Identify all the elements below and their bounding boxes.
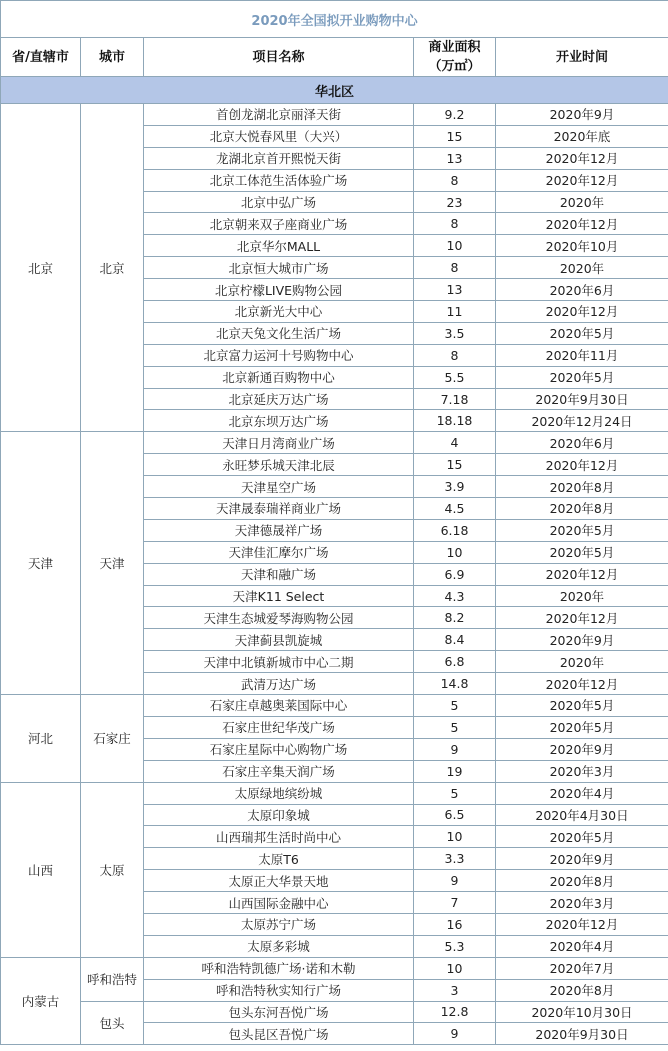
area-cell: 3 bbox=[414, 979, 496, 1001]
project-cell: 天津德晟祥广场 bbox=[144, 519, 414, 541]
area-cell: 4.3 bbox=[414, 585, 496, 607]
project-cell: 首创龙湖北京丽泽天街 bbox=[144, 104, 414, 126]
open-time-cell: 2020年5月 bbox=[496, 322, 668, 344]
area-cell: 10 bbox=[414, 826, 496, 848]
area-cell: 9 bbox=[414, 870, 496, 892]
area-cell: 13 bbox=[414, 147, 496, 169]
open-time-cell: 2020年9月 bbox=[496, 629, 668, 651]
area-cell: 11 bbox=[414, 301, 496, 323]
province-cell: 天津 bbox=[1, 432, 81, 695]
open-time-cell: 2020年9月 bbox=[496, 848, 668, 870]
region-label: 华北区 bbox=[1, 77, 668, 104]
header-city: 城市 bbox=[81, 38, 144, 77]
table-row bbox=[1, 782, 668, 804]
project-cell: 包头昆区吾悦广场 bbox=[144, 1023, 414, 1045]
province-cell: 山西 bbox=[1, 782, 81, 957]
open-time-cell: 2020年9月 bbox=[496, 104, 668, 126]
city-cell: 北京 bbox=[81, 104, 144, 432]
open-time-cell: 2020年4月 bbox=[496, 935, 668, 957]
city-cell: 呼和浩特 bbox=[81, 957, 144, 1001]
project-cell: 太原正大华景天地 bbox=[144, 870, 414, 892]
area-cell: 16 bbox=[414, 913, 496, 935]
area-cell: 3.3 bbox=[414, 848, 496, 870]
open-time-cell: 2020年12月 bbox=[496, 169, 668, 191]
area-cell: 9.2 bbox=[414, 104, 496, 126]
project-cell: 天津生态城爱琴海购物公园 bbox=[144, 607, 414, 629]
project-cell: 天津中北镇新城市中心二期 bbox=[144, 651, 414, 673]
project-cell: 北京中弘广场 bbox=[144, 191, 414, 213]
open-time-cell: 2020年12月24日 bbox=[496, 410, 668, 432]
open-time-cell: 2020年8月 bbox=[496, 476, 668, 498]
area-cell: 10 bbox=[414, 235, 496, 257]
project-cell: 呼和浩特秋实知行广场 bbox=[144, 979, 414, 1001]
open-time-cell: 2020年12月 bbox=[496, 147, 668, 169]
project-cell: 北京工体范生活体验广场 bbox=[144, 169, 414, 191]
city-cell: 包头 bbox=[81, 1001, 144, 1045]
open-time-cell: 2020年 bbox=[496, 585, 668, 607]
area-cell: 15 bbox=[414, 125, 496, 147]
project-cell: 北京东坝万达广场 bbox=[144, 410, 414, 432]
open-time-cell: 2020年5月 bbox=[496, 826, 668, 848]
area-cell: 6.5 bbox=[414, 804, 496, 826]
open-time-cell: 2020年8月 bbox=[496, 870, 668, 892]
area-cell: 10 bbox=[414, 957, 496, 979]
open-time-cell: 2020年9月30日 bbox=[496, 388, 668, 410]
table-row bbox=[1, 957, 668, 979]
project-cell: 天津佳汇摩尔广场 bbox=[144, 541, 414, 563]
project-cell: 北京大悦春风里（大兴） bbox=[144, 125, 414, 147]
city-cell: 天津 bbox=[81, 432, 144, 695]
open-time-cell: 2020年5月 bbox=[496, 541, 668, 563]
project-cell: 北京柠檬LIVE购物公园 bbox=[144, 279, 414, 301]
area-cell: 13 bbox=[414, 279, 496, 301]
open-time-cell: 2020年3月 bbox=[496, 760, 668, 782]
project-cell: 永旺梦乐城天津北辰 bbox=[144, 454, 414, 476]
open-time-cell: 2020年12月 bbox=[496, 563, 668, 585]
area-cell: 8 bbox=[414, 257, 496, 279]
open-time-cell: 2020年8月 bbox=[496, 979, 668, 1001]
area-cell: 7.18 bbox=[414, 388, 496, 410]
area-cell: 9 bbox=[414, 1023, 496, 1045]
city-cell: 石家庄 bbox=[81, 695, 144, 783]
project-cell: 包头东河吾悦广场 bbox=[144, 1001, 414, 1023]
header-area-line1: 商业面积 bbox=[428, 40, 481, 55]
open-time-cell: 2020年12月 bbox=[496, 213, 668, 235]
open-time-cell: 2020年12月 bbox=[496, 913, 668, 935]
project-cell: 天津K11 Select bbox=[144, 585, 414, 607]
project-cell: 龙湖北京首开熙悦天街 bbox=[144, 147, 414, 169]
project-cell: 石家庄星际中心购物广场 bbox=[144, 738, 414, 760]
open-time-cell: 2020年底 bbox=[496, 125, 668, 147]
open-time-cell: 2020年11月 bbox=[496, 344, 668, 366]
open-time-cell: 2020年12月 bbox=[496, 454, 668, 476]
project-cell: 太原T6 bbox=[144, 848, 414, 870]
area-cell: 4 bbox=[414, 432, 496, 454]
open-time-cell: 2020年5月 bbox=[496, 695, 668, 717]
project-cell: 北京富力运河十号购物中心 bbox=[144, 344, 414, 366]
area-cell: 14.8 bbox=[414, 673, 496, 695]
table-row bbox=[1, 432, 668, 454]
area-cell: 5.3 bbox=[414, 935, 496, 957]
area-cell: 6.18 bbox=[414, 519, 496, 541]
area-cell: 19 bbox=[414, 760, 496, 782]
open-time-cell: 2020年4月 bbox=[496, 782, 668, 804]
area-cell: 8.2 bbox=[414, 607, 496, 629]
area-cell: 5 bbox=[414, 716, 496, 738]
area-cell: 15 bbox=[414, 454, 496, 476]
table-row bbox=[1, 104, 668, 126]
project-cell: 太原苏宁广场 bbox=[144, 913, 414, 935]
area-cell: 5 bbox=[414, 782, 496, 804]
area-cell: 8 bbox=[414, 213, 496, 235]
area-cell: 7 bbox=[414, 892, 496, 914]
open-time-cell: 2020年8月 bbox=[496, 498, 668, 520]
open-time-cell: 2020年12月 bbox=[496, 673, 668, 695]
project-cell: 天津日月湾商业广场 bbox=[144, 432, 414, 454]
area-cell: 9 bbox=[414, 738, 496, 760]
area-cell: 3.5 bbox=[414, 322, 496, 344]
area-cell: 5.5 bbox=[414, 366, 496, 388]
area-cell: 3.9 bbox=[414, 476, 496, 498]
open-time-cell: 2020年6月 bbox=[496, 279, 668, 301]
project-cell: 天津星空广场 bbox=[144, 476, 414, 498]
open-time-cell: 2020年5月 bbox=[496, 716, 668, 738]
area-cell: 8.4 bbox=[414, 629, 496, 651]
open-time-cell: 2020年10月 bbox=[496, 235, 668, 257]
province-cell: 河北 bbox=[1, 695, 81, 783]
project-cell: 北京新光大中心 bbox=[144, 301, 414, 323]
project-cell: 太原多彩城 bbox=[144, 935, 414, 957]
area-cell: 5 bbox=[414, 695, 496, 717]
project-cell: 天津蓟县凯旋城 bbox=[144, 629, 414, 651]
project-cell: 呼和浩特凯德广场·诺和木勒 bbox=[144, 957, 414, 979]
table-row bbox=[1, 1001, 668, 1023]
project-cell: 北京延庆万达广场 bbox=[144, 388, 414, 410]
open-time-cell: 2020年7月 bbox=[496, 957, 668, 979]
project-cell: 石家庄辛集天润广场 bbox=[144, 760, 414, 782]
area-cell: 23 bbox=[414, 191, 496, 213]
open-time-cell: 2020年4月30日 bbox=[496, 804, 668, 826]
project-cell: 北京恒大城市广场 bbox=[144, 257, 414, 279]
area-cell: 6.9 bbox=[414, 563, 496, 585]
header-open-time: 开业时间 bbox=[496, 38, 668, 77]
project-cell: 天津晟泰瑞祥商业广场 bbox=[144, 498, 414, 520]
header-project: 项目名称 bbox=[144, 38, 414, 77]
open-time-cell: 2020年9月 bbox=[496, 738, 668, 760]
project-cell: 北京朝来双子座商业广场 bbox=[144, 213, 414, 235]
table-body bbox=[1, 104, 668, 1045]
open-time-cell: 2020年5月 bbox=[496, 519, 668, 541]
table-row bbox=[1, 695, 668, 717]
open-time-cell: 2020年 bbox=[496, 651, 668, 673]
open-time-cell: 2020年6月 bbox=[496, 432, 668, 454]
area-cell: 4.5 bbox=[414, 498, 496, 520]
project-cell: 北京天兔文化生活广场 bbox=[144, 322, 414, 344]
open-time-cell: 2020年 bbox=[496, 191, 668, 213]
area-cell: 10 bbox=[414, 541, 496, 563]
table-title: 2020年全国拟开业购物中心 bbox=[1, 1, 668, 38]
project-cell: 山西瑞邦生活时尚中心 bbox=[144, 826, 414, 848]
area-cell: 6.8 bbox=[414, 651, 496, 673]
header-province: 省/直辖市 bbox=[1, 38, 81, 77]
open-time-cell: 2020年 bbox=[496, 257, 668, 279]
project-cell: 北京新通百购物中心 bbox=[144, 366, 414, 388]
project-cell: 山西国际金融中心 bbox=[144, 892, 414, 914]
province-cell: 北京 bbox=[1, 104, 81, 432]
area-cell: 8 bbox=[414, 344, 496, 366]
open-time-cell: 2020年3月 bbox=[496, 892, 668, 914]
open-time-cell: 2020年12月 bbox=[496, 607, 668, 629]
project-cell: 武清万达广场 bbox=[144, 673, 414, 695]
project-cell: 太原绿地缤纷城 bbox=[144, 782, 414, 804]
project-cell: 天津和融广场 bbox=[144, 563, 414, 585]
open-time-cell: 2020年12月 bbox=[496, 301, 668, 323]
open-time-cell: 2020年5月 bbox=[496, 366, 668, 388]
header-area bbox=[414, 38, 496, 77]
area-cell: 18.18 bbox=[414, 410, 496, 432]
project-cell: 石家庄世纪华茂广场 bbox=[144, 716, 414, 738]
city-cell: 太原 bbox=[81, 782, 144, 957]
open-time-cell: 2020年10月30日 bbox=[496, 1001, 668, 1023]
area-cell: 12.8 bbox=[414, 1001, 496, 1023]
area-cell: 8 bbox=[414, 169, 496, 191]
project-cell: 太原印象城 bbox=[144, 804, 414, 826]
province-cell: 内蒙古 bbox=[1, 957, 81, 1045]
header-area-line2: （万㎡） bbox=[428, 59, 481, 74]
project-cell: 石家庄卓越奥莱国际中心 bbox=[144, 695, 414, 717]
project-cell: 北京华尔MALL bbox=[144, 235, 414, 257]
open-time-cell: 2020年9月30日 bbox=[496, 1023, 668, 1045]
